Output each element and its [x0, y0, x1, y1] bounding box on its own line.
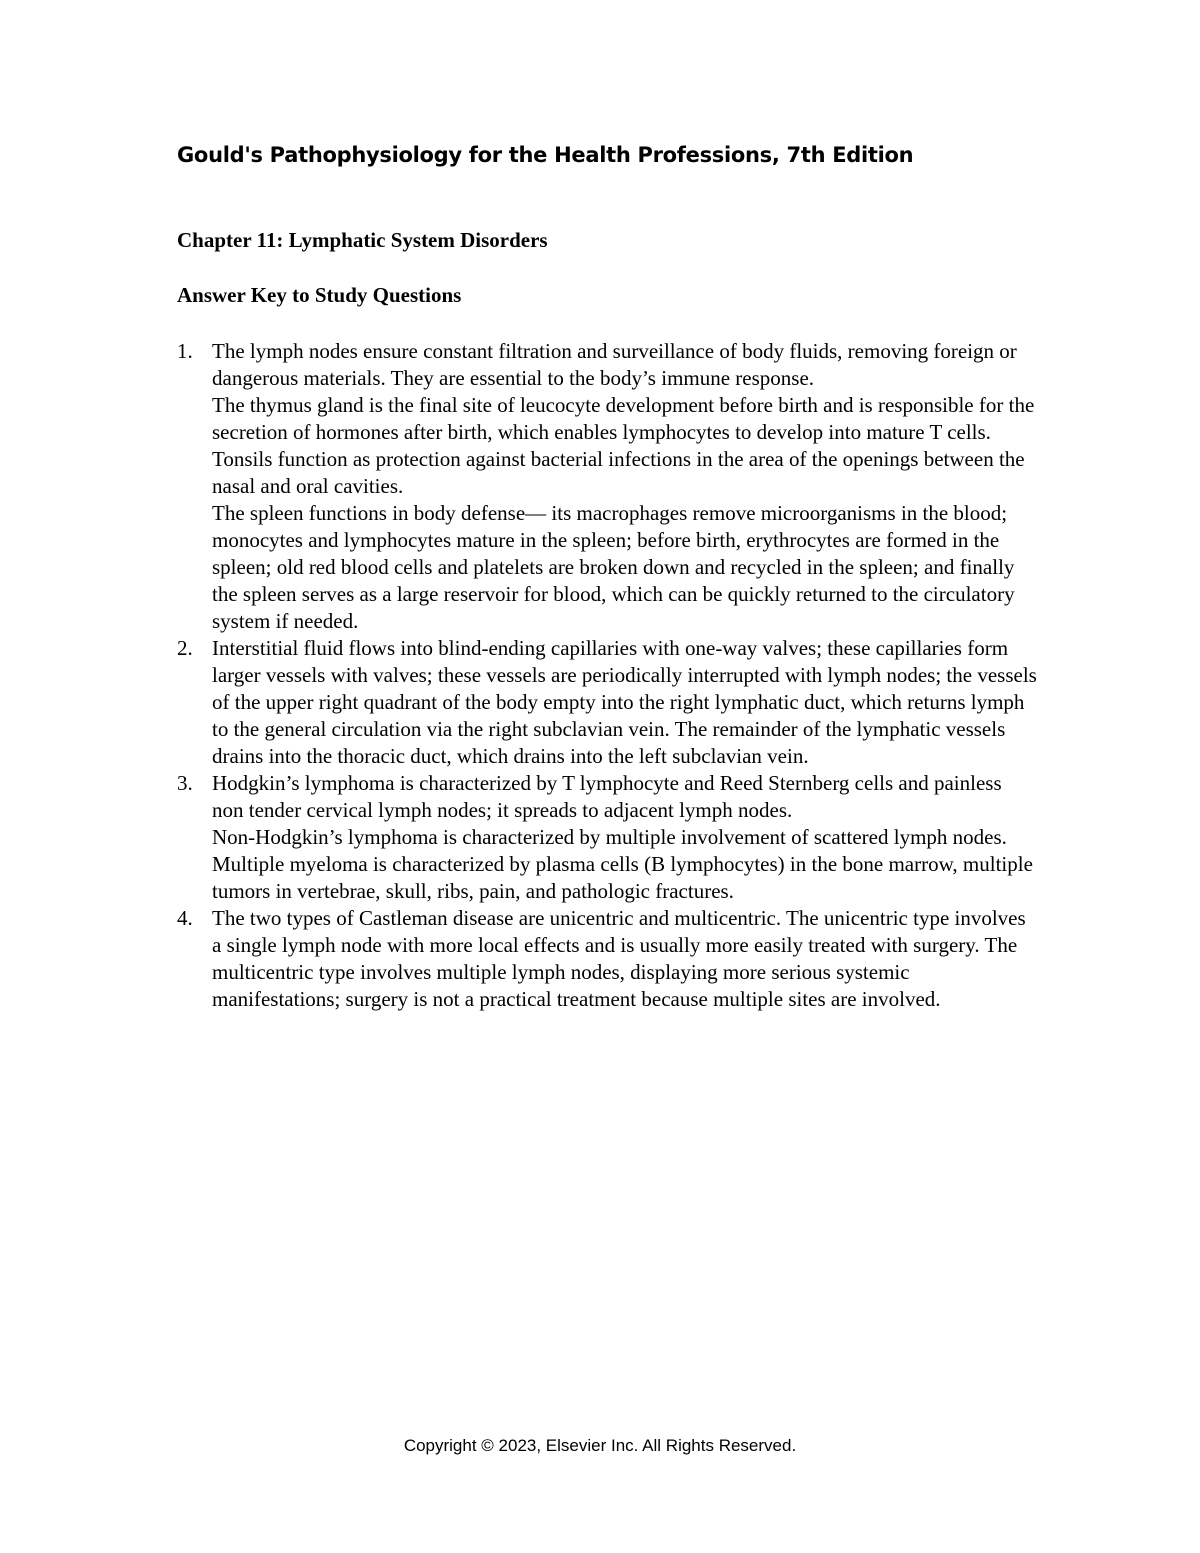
answer-number: 3. [177, 771, 193, 795]
answer-item-3 [177, 770, 1037, 905]
chapter-title: Chapter 11: Lymphatic System Disorders [177, 228, 548, 252]
answer-item-1 [177, 338, 1037, 635]
answer-paragraph: The thymus gland is the final site of leucocyte development before birth and is responsible for the secretion of hormones after birth, which enables lymphocytes to develop into mature T cells. [212, 393, 1035, 444]
answer-number: 2. [177, 636, 193, 660]
answer-paragraph: Tonsils function as protection against bacterial infections in the area of the openings between the nasal and oral cavities. [212, 447, 1025, 498]
answer-number: 4. [177, 906, 193, 930]
answer-paragraph: Non-Hodgkin’s lymphoma is characterized by multiple involvement of scattered lymph nodes. [212, 825, 1007, 849]
copyright-footer: Copyright © 2023, Elsevier Inc. All Rights Reserved. [403, 1436, 797, 1455]
answer-number: 1. [177, 339, 193, 363]
book-title: Gould's Pathophysiology for the Health Professions, 7th Edition [177, 143, 914, 167]
answer-paragraph: Interstitial fluid flows into blind-ending capillaries with one-way valves; these capillaries form larger vessels with valves; these vessels are periodically interrupted with lymph nodes; the vessels of the upper right quadrant of the body empty into the right lymphatic duct, which returns lymph to the general circulation via the right subclavian vein. The remainder of the lymphatic vessels drains into the thoracic duct, which drains into the left subclavian vein. [212, 636, 1037, 768]
section-title: Answer Key to Study Questions [177, 283, 462, 307]
answer-list [177, 338, 1037, 1013]
answer-paragraph: Hodgkin’s lymphoma is characterized by T lymphocyte and Reed Sternberg cells and painless non tender cervical lymph nodes; it spreads to adjacent lymph nodes. [212, 771, 1002, 822]
answer-item-4 [177, 905, 1037, 1013]
answer-paragraph: The spleen functions in body defense— its macrophages remove microorganisms in the blood; monocytes and lymphocytes mature in the spleen; before birth, erythrocytes are formed in the spleen; old red blood cells and platelets are broken down and recycled in the spleen; and finally the spleen serves as a large reservoir for blood, which can be quickly returned to the circulatory system if needed. [212, 501, 1015, 633]
answer-paragraph: The lymph nodes ensure constant filtration and surveillance of body fluids, removing foreign or dangerous materials. They are essential to the body’s immune response. [212, 339, 1017, 390]
answer-paragraph: Multiple myeloma is characterized by plasma cells (B lymphocytes) in the bone marrow, multiple tumors in vertebrae, skull, ribs, pain, and pathologic fractures. [212, 852, 1033, 903]
answer-paragraph: The two types of Castleman disease are unicentric and multicentric. The unicentric type involves a single lymph node with more local effects and is usually more easily treated with surgery. The multicentric type involves multiple lymph nodes, displaying more serious systemic manifestations; surgery is not a practical treatment because multiple sites are involved. [212, 906, 1026, 1011]
answer-item-2 [177, 635, 1037, 770]
